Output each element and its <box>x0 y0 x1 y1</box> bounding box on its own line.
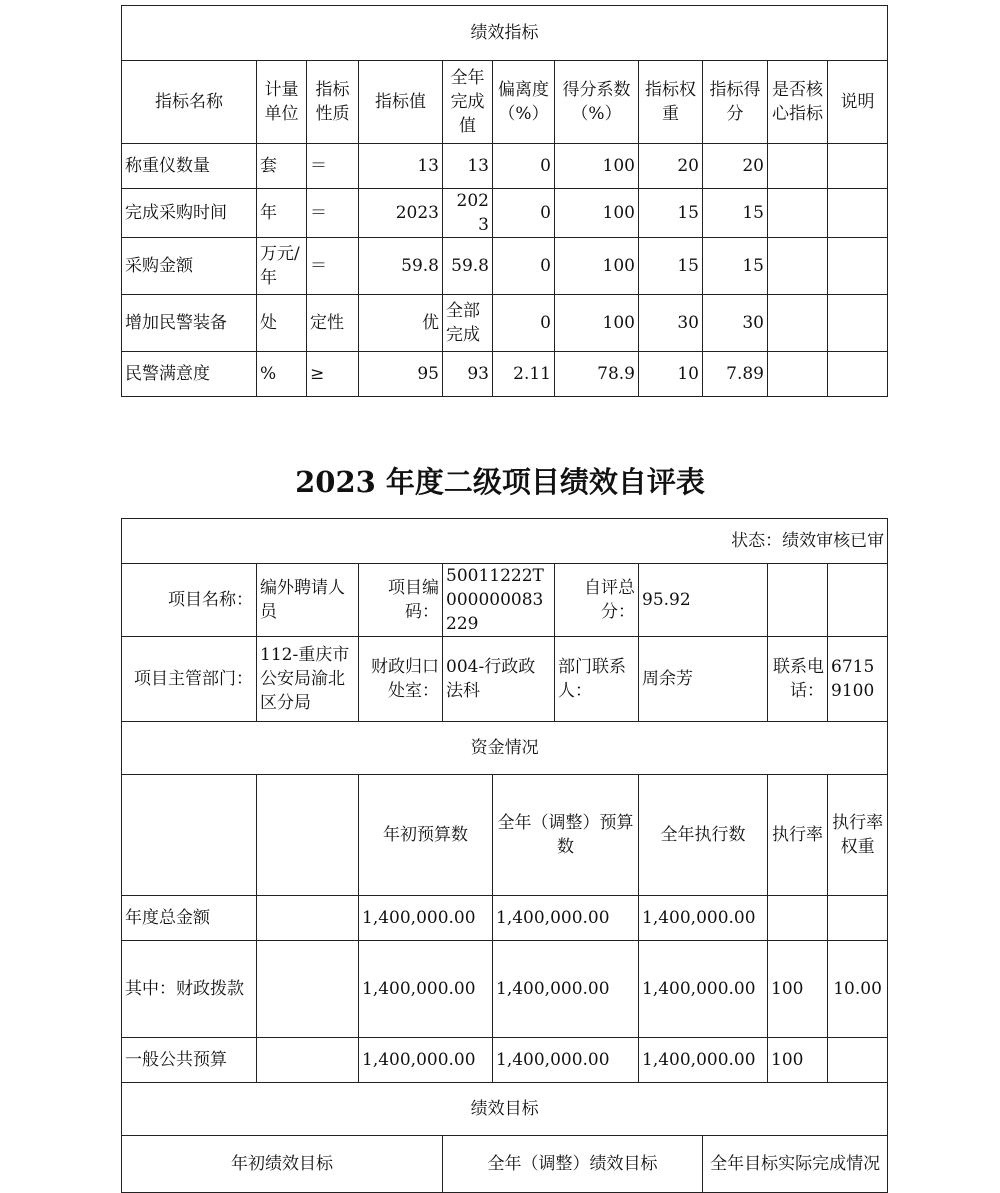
indicator-deviation: 0 <box>493 189 555 238</box>
table-row <box>122 896 888 941</box>
adjusted-budget: 1,400,000.00 <box>493 1038 639 1083</box>
empty-cell <box>828 564 888 637</box>
header-cell: 全年（调整）预算数 <box>493 775 639 896</box>
header-cell: 全年完成值 <box>443 61 493 144</box>
adjusted-budget: 1,400,000.00 <box>493 896 639 941</box>
indicator-core <box>768 189 828 238</box>
header-cell: 指标名称 <box>122 61 257 144</box>
adjusted-budget: 1,400,000.00 <box>493 941 639 1038</box>
execution-weight: 10.00 <box>828 941 888 1038</box>
indicator-actual: 2023 <box>443 189 493 238</box>
indicator-unit: 万元/年 <box>257 238 307 295</box>
table-row <box>122 238 888 295</box>
project-name-value: 编外聘请人员 <box>257 564 359 637</box>
status-text: 状态：绩效审核已审 <box>122 519 888 564</box>
indicator-nature: ＝ <box>307 144 359 189</box>
indicator-note <box>828 189 888 238</box>
project-code-label: 项目编码： <box>359 564 443 637</box>
indicator-core <box>768 144 828 189</box>
indicator-score: 15 <box>703 189 768 238</box>
table-row <box>122 144 888 189</box>
contact-label: 部门联系人： <box>555 637 639 722</box>
initial-budget: 1,400,000.00 <box>359 941 493 1038</box>
indicator-coefficient: 100 <box>555 295 639 352</box>
header-cell: 全年目标实际完成情况 <box>703 1136 888 1193</box>
section-title-goals: 绩效目标 <box>122 1083 888 1136</box>
indicator-nature: 定性 <box>307 295 359 352</box>
indicator-deviation: 0 <box>493 144 555 189</box>
header-cell: 年初绩效目标 <box>122 1136 443 1193</box>
table-row <box>122 352 888 397</box>
indicator-deviation: 0 <box>493 295 555 352</box>
indicator-weight: 30 <box>639 295 703 352</box>
indicator-name: 采购金额 <box>122 238 257 295</box>
executed-amount: 1,400,000.00 <box>639 1038 768 1083</box>
indicator-name: 完成采购时间 <box>122 189 257 238</box>
header-cell: 全年执行数 <box>639 775 768 896</box>
indicator-coefficient: 100 <box>555 189 639 238</box>
header-cell: 指标权重 <box>639 61 703 144</box>
indicator-value: 13 <box>359 144 443 189</box>
dept-label: 项目主管部门： <box>122 637 257 722</box>
indicator-coefficient: 78.9 <box>555 352 639 397</box>
header-cell: 年初预算数 <box>359 775 493 896</box>
indicator-nature: ＝ <box>307 189 359 238</box>
indicator-score: 20 <box>703 144 768 189</box>
execution-weight <box>828 896 888 941</box>
dept-info-row <box>122 637 888 722</box>
execution-weight <box>828 1038 888 1083</box>
indicator-table <box>121 5 888 397</box>
self-score-value: 95.92 <box>639 564 768 637</box>
empty-cell <box>257 896 359 941</box>
header-cell: 说明 <box>828 61 888 144</box>
indicator-header-row <box>122 61 888 144</box>
section-title-indicators: 绩效指标 <box>122 6 888 61</box>
indicator-unit: % <box>257 352 307 397</box>
indicator-value: 95 <box>359 352 443 397</box>
indicator-weight: 15 <box>639 238 703 295</box>
indicator-weight: 15 <box>639 189 703 238</box>
indicator-nature: ＝ <box>307 238 359 295</box>
project-info-row <box>122 564 888 637</box>
empty-cell <box>257 1038 359 1083</box>
page-title: 2023 年度二级项目绩效自评表 <box>295 465 705 499</box>
indicator-value: 2023 <box>359 189 443 238</box>
indicator-actual: 13 <box>443 144 493 189</box>
header-cell: 指标性质 <box>307 61 359 144</box>
header-cell: 指标值 <box>359 61 443 144</box>
contact-value: 周余芳 <box>639 637 768 722</box>
header-cell: 偏离度（%） <box>493 61 555 144</box>
header-cell: 全年（调整）绩效目标 <box>443 1136 703 1193</box>
indicator-weight: 10 <box>639 352 703 397</box>
goals-header-row <box>122 1136 888 1193</box>
header-cell: 是否核心指标 <box>768 61 828 144</box>
indicator-unit: 处 <box>257 295 307 352</box>
indicator-actual: 全部完成 <box>443 295 493 352</box>
indicator-unit: 套 <box>257 144 307 189</box>
indicator-note <box>828 352 888 397</box>
indicator-name: 增加民警装备 <box>122 295 257 352</box>
indicator-score: 7.89 <box>703 352 768 397</box>
executed-amount: 1,400,000.00 <box>639 941 768 1038</box>
indicator-note <box>828 144 888 189</box>
section-title-funds: 资金情况 <box>122 722 888 775</box>
indicator-core <box>768 295 828 352</box>
dept-value: 112-重庆市公安局渝北区分局 <box>257 637 359 722</box>
executed-amount: 1,400,000.00 <box>639 896 768 941</box>
header-cell: 执行率权重 <box>828 775 888 896</box>
indicator-value: 59.8 <box>359 238 443 295</box>
indicator-core <box>768 352 828 397</box>
indicator-actual: 59.8 <box>443 238 493 295</box>
indicator-note <box>828 295 888 352</box>
self-evaluation-table <box>121 518 888 1193</box>
indicator-actual: 93 <box>443 352 493 397</box>
empty-cell <box>122 775 257 896</box>
execution-rate <box>768 896 828 941</box>
indicator-name: 称重仪数量 <box>122 144 257 189</box>
project-code-value: 50011222T000000083229 <box>443 564 555 637</box>
initial-budget: 1,400,000.00 <box>359 1038 493 1083</box>
initial-budget: 1,400,000.00 <box>359 896 493 941</box>
empty-cell <box>768 564 828 637</box>
table-row <box>122 295 888 352</box>
indicator-score: 30 <box>703 295 768 352</box>
funds-row-label: 年度总金额 <box>122 896 257 941</box>
table-row <box>122 189 888 238</box>
indicator-coefficient: 100 <box>555 144 639 189</box>
header-cell: 计量单位 <box>257 61 307 144</box>
finance-office-label: 财政归口处室： <box>359 637 443 722</box>
indicator-name: 民警满意度 <box>122 352 257 397</box>
indicator-value: 优 <box>359 295 443 352</box>
empty-cell <box>257 775 359 896</box>
phone-label: 联系电话： <box>768 637 828 722</box>
indicator-nature: ≥ <box>307 352 359 397</box>
indicator-weight: 20 <box>639 144 703 189</box>
funds-row-label: 一般公共预算 <box>122 1038 257 1083</box>
empty-cell <box>257 941 359 1038</box>
table-row <box>122 1038 888 1083</box>
header-cell: 指标得分 <box>703 61 768 144</box>
indicator-note <box>828 238 888 295</box>
self-score-label: 自评总分： <box>555 564 639 637</box>
indicator-score: 15 <box>703 238 768 295</box>
funds-row-label: 其中：财政拨款 <box>122 941 257 1038</box>
indicator-deviation: 2.11 <box>493 352 555 397</box>
indicator-coefficient: 100 <box>555 238 639 295</box>
table-row <box>122 941 888 1038</box>
phone-value: 67159100 <box>828 637 888 722</box>
execution-rate: 100 <box>768 941 828 1038</box>
header-cell: 得分系数（%） <box>555 61 639 144</box>
header-cell: 执行率 <box>768 775 828 896</box>
execution-rate: 100 <box>768 1038 828 1083</box>
funds-header-row <box>122 775 888 896</box>
project-name-label: 项目名称： <box>122 564 257 637</box>
indicator-unit: 年 <box>257 189 307 238</box>
indicator-core <box>768 238 828 295</box>
indicator-deviation: 0 <box>493 238 555 295</box>
finance-office-value: 004-行政政法科 <box>443 637 555 722</box>
